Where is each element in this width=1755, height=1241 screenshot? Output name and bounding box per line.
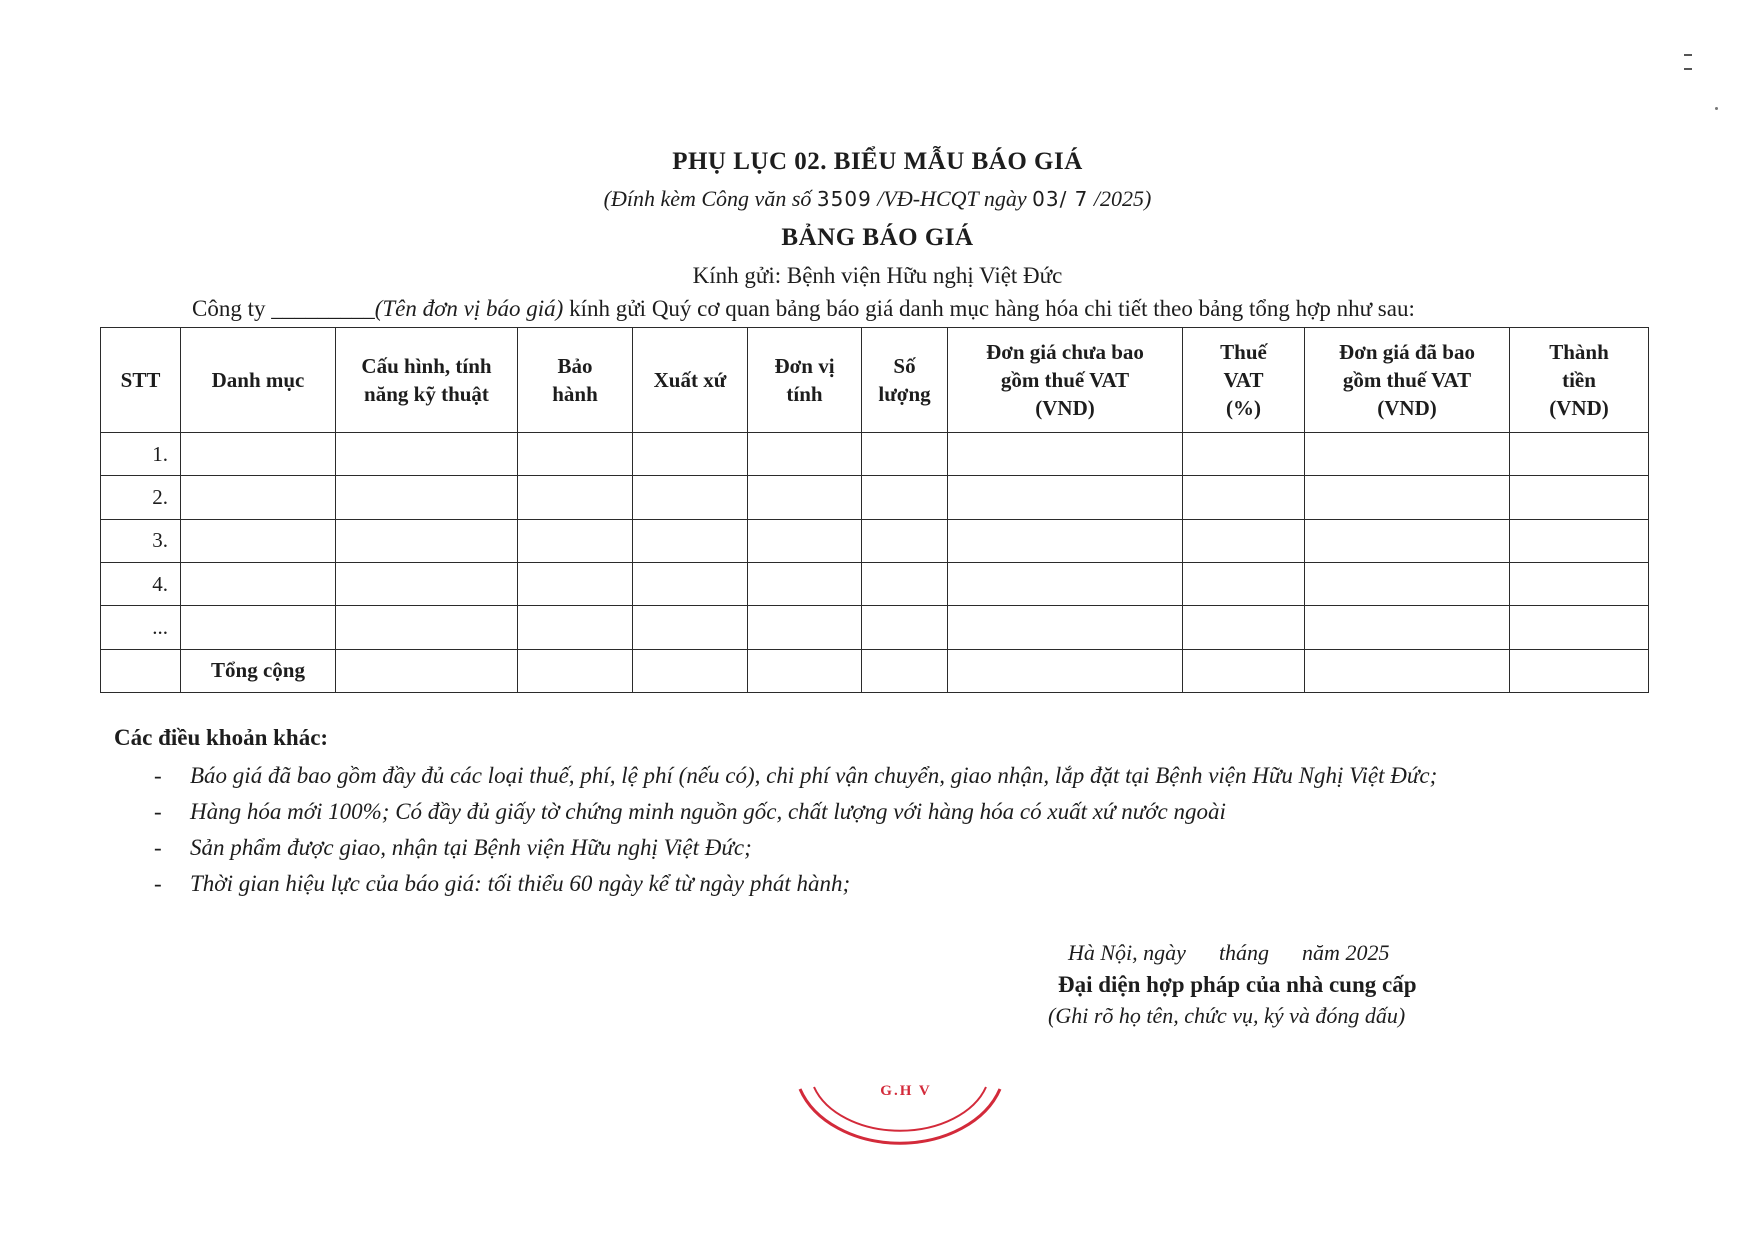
- table-heading: BẢNG BÁO GIÁ: [781, 224, 974, 251]
- intro-company: Công ty _________: [192, 296, 375, 321]
- table-cell: [336, 562, 518, 605]
- scan-mark: [1684, 68, 1692, 70]
- table-cell: [181, 562, 336, 605]
- quote-table: [100, 327, 1649, 693]
- table-cell: [948, 562, 1183, 605]
- column-header-line: (%): [1226, 396, 1261, 420]
- subtitle-suffix: /2025): [1088, 186, 1152, 211]
- table-cell: [1305, 562, 1510, 605]
- term-text: Hàng hóa mới 100%; Có đầy đủ giấy tờ chứng minh nguồn gốc, chất lượng với hàng hóa có xuất xứ nước ngoài: [190, 799, 1226, 824]
- table-cell: [1510, 433, 1649, 476]
- table-cell: [336, 433, 518, 476]
- table-cell: [748, 476, 862, 519]
- term-item: [150, 794, 1650, 830]
- bullet-dash: -: [154, 763, 162, 788]
- column-header: [181, 328, 336, 433]
- table-cell: [1510, 476, 1649, 519]
- table-cell: [518, 433, 633, 476]
- column-header-line: gồm thuế VAT: [1000, 368, 1130, 392]
- table-cell: [1305, 433, 1510, 476]
- table-cell: [748, 519, 862, 562]
- subtitle-prefix: (Đính kèm Công văn số: [603, 186, 817, 211]
- bullet-dash: -: [154, 799, 162, 824]
- date-handwritten: 03/ 7: [1032, 187, 1089, 211]
- column-header-line: Đơn vị: [774, 354, 835, 378]
- table-cell: [1305, 476, 1510, 519]
- table-cell: [1510, 606, 1649, 649]
- column-header-line: Đơn giá đã bao: [1339, 340, 1475, 364]
- table-cell: [748, 433, 862, 476]
- table-cell: [1305, 606, 1510, 649]
- table-cell: [336, 606, 518, 649]
- scan-mark: [1715, 107, 1718, 110]
- table-cell: [948, 433, 1183, 476]
- table-cell: [181, 476, 336, 519]
- table-cell: [1183, 476, 1305, 519]
- row-number: ...: [101, 606, 181, 649]
- table-cell: [948, 519, 1183, 562]
- column-header: [948, 328, 1183, 433]
- intro-text: kính gửi Quý cơ quan bảng báo giá danh mục hàng hóa chi tiết theo bảng tổng hợp như sau:: [563, 296, 1415, 321]
- column-header-line: Đơn giá chưa bao: [986, 340, 1144, 364]
- column-header-line: tính: [786, 382, 823, 406]
- table-cell: [181, 519, 336, 562]
- table-cell: [181, 606, 336, 649]
- table-cell: [862, 606, 948, 649]
- table-row: [101, 433, 1649, 476]
- table-cell: [101, 649, 181, 692]
- place-date: Hà Nội, ngày tháng năm 2025: [1068, 940, 1390, 965]
- table-cell: [633, 562, 748, 605]
- column-header: [1305, 328, 1510, 433]
- table-cell: [862, 433, 948, 476]
- intro-line: [192, 296, 1415, 322]
- row-number: 3.: [101, 519, 181, 562]
- column-header-line: STT: [120, 368, 161, 392]
- table-cell: [336, 519, 518, 562]
- table-row: [101, 606, 1649, 649]
- table-cell: [748, 562, 862, 605]
- table-cell: [748, 606, 862, 649]
- document-reference: [0, 186, 1755, 212]
- column-header: [1510, 328, 1649, 433]
- table-cell: [1510, 562, 1649, 605]
- column-header-line: Cấu hình, tính: [361, 354, 492, 378]
- table-cell: [181, 433, 336, 476]
- table-cell: [862, 476, 948, 519]
- table-cell: [948, 649, 1183, 692]
- column-header-line: gồm thuế VAT: [1342, 368, 1472, 392]
- term-text: Báo giá đã bao gồm đầy đủ các loại thuế, phí, lệ phí (nếu có), chi phí vận chuyển, giao nhận, lắp đặt tại Bệnh viện Hữu Nghị Việt Đức;: [190, 763, 1438, 788]
- table-cell: [633, 433, 748, 476]
- table-cell: [633, 476, 748, 519]
- table-cell: [633, 606, 748, 649]
- table-cell: [336, 476, 518, 519]
- greeting: Kính gửi: Bệnh viện Hữu nghị Việt Đức: [692, 263, 1063, 288]
- column-header-line: lượng: [878, 382, 931, 406]
- table-cell: [862, 649, 948, 692]
- table-cell: [1510, 519, 1649, 562]
- table-header-row: [101, 328, 1649, 433]
- column-header: [101, 328, 181, 433]
- terms-heading: Các điều khoản khác:: [114, 725, 329, 750]
- term-item: [150, 866, 1650, 902]
- term-text: Thời gian hiệu lực của báo giá: tối thiểu 60 ngày kể từ ngày phát hành;: [190, 871, 851, 896]
- table-row: [101, 649, 1649, 692]
- table-cell: [862, 519, 948, 562]
- scan-mark: [1684, 54, 1692, 56]
- column-header-line: (VND): [1035, 396, 1095, 420]
- stamp-text: G.H V: [880, 1083, 932, 1099]
- table-row: [101, 519, 1649, 562]
- column-header-line: VAT: [1223, 368, 1264, 392]
- signer-title: Đại diện hợp pháp của nhà cung cấp: [1058, 972, 1417, 997]
- column-header-line: Danh mục: [211, 368, 305, 392]
- term-item: [150, 830, 1650, 866]
- page-title: PHỤ LỤC 02. BIỂU MẪU BÁO GIÁ: [672, 148, 1083, 175]
- total-label: Tổng cộng: [181, 649, 336, 692]
- column-header: [518, 328, 633, 433]
- column-header: [633, 328, 748, 433]
- table-cell: [518, 562, 633, 605]
- table-cell: [1305, 519, 1510, 562]
- table-cell: [1305, 649, 1510, 692]
- term-item: [150, 758, 1650, 794]
- column-header-line: Thuế: [1220, 340, 1267, 364]
- table-row: [101, 476, 1649, 519]
- table-cell: [1183, 562, 1305, 605]
- bullet-dash: -: [154, 835, 162, 860]
- table-cell: [518, 519, 633, 562]
- column-header: [748, 328, 862, 433]
- row-number: 2.: [101, 476, 181, 519]
- table-row: [101, 562, 1649, 605]
- column-header-line: (VND): [1549, 396, 1609, 420]
- row-number: 4.: [101, 562, 181, 605]
- column-header-line: hành: [552, 382, 598, 406]
- signer-note: (Ghi rõ họ tên, chức vụ, ký và đóng dấu): [1048, 1003, 1406, 1028]
- column-header-line: Thành: [1549, 340, 1609, 364]
- term-text: Sản phẩm được giao, nhận tại Bệnh viện Hữu nghị Việt Đức;: [190, 835, 752, 860]
- column-header-line: (VND): [1377, 396, 1437, 420]
- table-cell: [518, 476, 633, 519]
- table-cell: [1510, 649, 1649, 692]
- table-cell: [518, 606, 633, 649]
- table-cell: [748, 649, 862, 692]
- doc-number-handwritten: 3509: [816, 187, 872, 211]
- bullet-dash: -: [154, 871, 162, 896]
- table-cell: [948, 606, 1183, 649]
- column-header: [862, 328, 948, 433]
- table-cell: [1183, 519, 1305, 562]
- column-header-line: năng kỹ thuật: [364, 382, 489, 406]
- column-header-line: tiền: [1562, 368, 1596, 392]
- table-cell: [633, 519, 748, 562]
- table-cell: [862, 562, 948, 605]
- table-cell: [336, 649, 518, 692]
- table-body: [101, 433, 1649, 693]
- table-cell: [948, 476, 1183, 519]
- table-cell: [1183, 606, 1305, 649]
- column-header-line: Bảo: [557, 354, 593, 378]
- intro-placeholder: (Tên đơn vị báo giá): [374, 296, 564, 321]
- terms-list: [150, 758, 1650, 902]
- table-cell: [1183, 649, 1305, 692]
- column-header-line: Số: [893, 354, 916, 378]
- table-cell: [633, 649, 748, 692]
- column-header: [336, 328, 518, 433]
- column-header-line: Xuất xứ: [653, 368, 727, 392]
- column-header: [1183, 328, 1305, 433]
- table-cell: [1183, 433, 1305, 476]
- subtitle-mid: /VĐ-HCQT ngày: [871, 186, 1033, 211]
- table-cell: [518, 649, 633, 692]
- row-number: 1.: [101, 433, 181, 476]
